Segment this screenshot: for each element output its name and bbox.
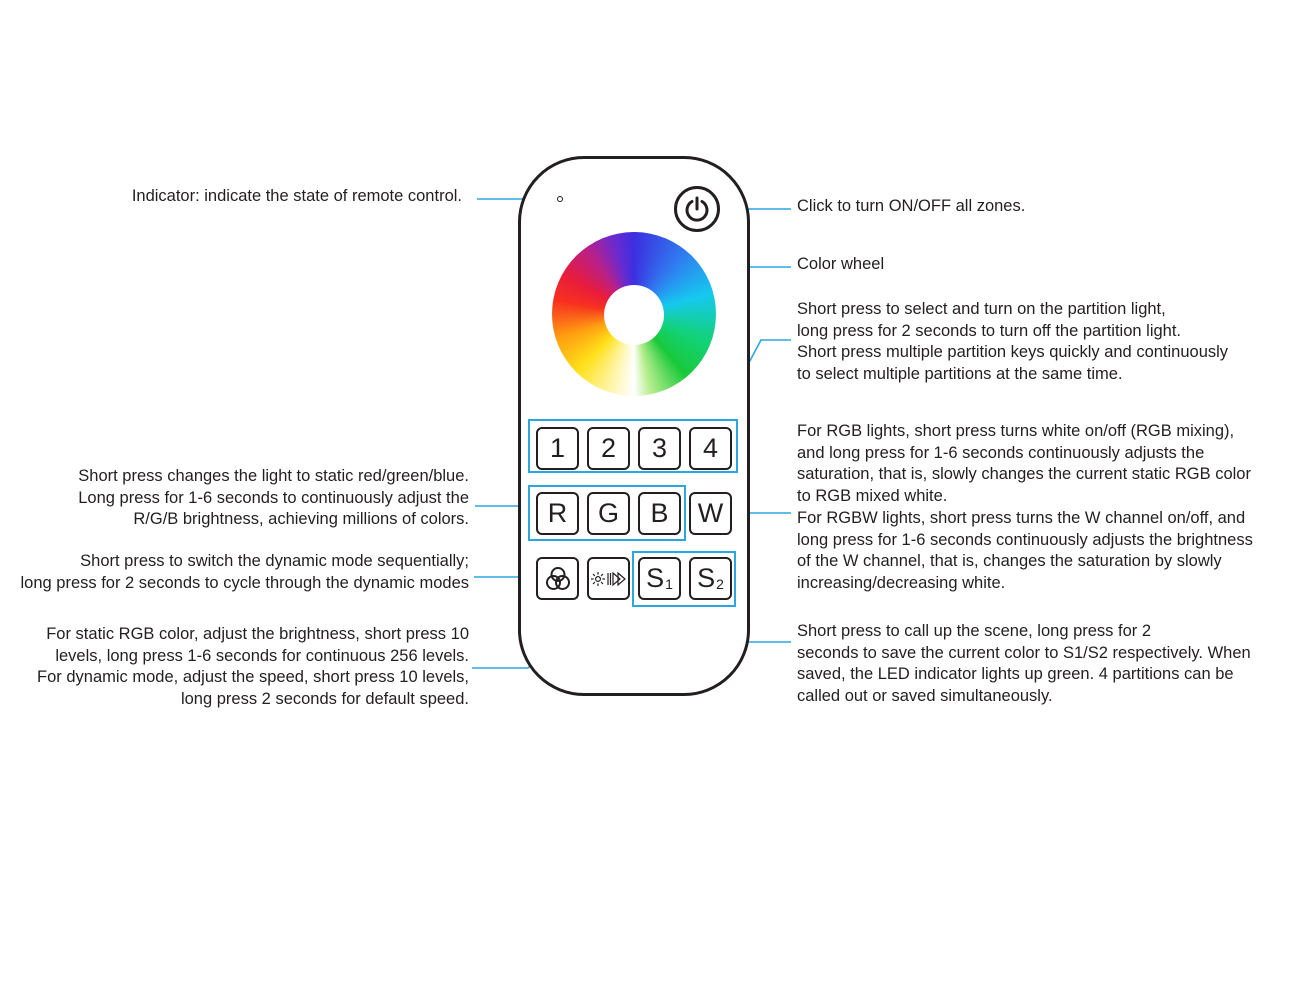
white-callout-line: to RGB mixed white. [797, 487, 948, 506]
zone-2-button[interactable]: 2 [587, 427, 630, 470]
brightness-speed-callout-line: For static RGB color, adjust the brightness, short press 10 [46, 625, 469, 643]
scene-1-label: S [646, 563, 665, 593]
green-button[interactable]: G [587, 492, 630, 535]
three-circles-icon [544, 565, 572, 593]
brightness-speed-callout-line: For dynamic mode, adjust the speed, short press 10 levels, [37, 668, 469, 687]
zone-1-button[interactable]: 1 [536, 427, 579, 470]
white-callout [797, 421, 1253, 595]
rgb-callout-line: Short press changes the light to static red/green/blue. [78, 467, 469, 485]
dynamic-callout-line: long press for 2 seconds to cycle through the dynamic modes [20, 573, 469, 592]
scene-1-subscript: 1 [665, 575, 673, 592]
scene-callout-line: seconds to save the current color to S1/S2 respectively. When [797, 643, 1251, 662]
power-callout [797, 196, 1025, 218]
brightness-speed-button[interactable] [587, 557, 630, 600]
sun-speed-icon [591, 569, 627, 589]
scene-2-subscript: 2 [716, 575, 724, 592]
white-callout-line: saturation, that is, slowly changes the current static RGB color [797, 465, 1251, 484]
dynamic-mode-button[interactable] [536, 557, 579, 600]
scene-callout [797, 621, 1251, 708]
white-button[interactable]: W [689, 492, 732, 535]
white-callout-line: of the W channel, that is, changes the saturation by slowly [797, 552, 1222, 571]
power-callout-line: Click to turn ON/OFF all zones. [797, 197, 1026, 215]
white-callout-line: long press for 1-6 seconds continuously adjusts the brightness [797, 530, 1253, 549]
color-wheel-callout [797, 254, 884, 276]
blue-button[interactable]: B [638, 492, 681, 535]
white-callout-line: For RGBW lights, short press turns the W channel on/off, and [797, 508, 1246, 527]
white-callout-line: increasing/decreasing white. [797, 573, 1006, 592]
partition-callout-line: long press for 2 seconds to turn off the partition light. [797, 321, 1182, 340]
partition-callout [797, 299, 1228, 386]
zone-4-button[interactable]: 4 [689, 427, 732, 470]
scene-1-button[interactable] [638, 557, 681, 600]
scene-callout-line: Short press to call up the scene, long press for 2 [797, 622, 1152, 640]
color-wheel-callout-line: Color wheel [797, 255, 885, 273]
brightness-speed-callout-line: long press 2 seconds for default speed. [180, 690, 469, 709]
zone-3-button[interactable]: 3 [638, 427, 681, 470]
brightness-speed-callout [37, 624, 469, 711]
scene-2-button[interactable] [689, 557, 732, 600]
scene-callout-line: called out or saved simultaneously. [797, 687, 1053, 706]
color-wheel-center [604, 285, 664, 345]
dynamic-callout [21, 551, 470, 594]
scene-2-label: S [697, 563, 716, 593]
dynamic-callout-line: Short press to switch the dynamic mode sequentially; [80, 552, 469, 570]
partition-callout-line: Short press to select and turn on the partition light, [797, 300, 1166, 318]
red-button[interactable]: R [536, 492, 579, 535]
indicator-callout [132, 186, 462, 208]
rgb-callout-line: R/G/B brightness, achieving millions of colors. [133, 510, 469, 529]
partition-callout-line: Short press multiple partition keys quickly and continuously [797, 343, 1229, 362]
white-callout-line: For RGB lights, short press turns white on/off (RGB mixing), [797, 422, 1235, 440]
indicator-callout-line: Indicator: indicate the state of remote control. [131, 187, 462, 205]
power-button[interactable] [674, 186, 720, 232]
white-callout-line: and long press for 1-6 seconds continuously adjusts the [797, 443, 1205, 462]
rgb-callout [78, 466, 469, 531]
brightness-speed-callout-line: levels, long press 1-6 seconds for continuous 256 levels. [55, 646, 469, 665]
indicator-led [557, 196, 563, 202]
partition-callout-line: to select multiple partitions at the same time. [797, 365, 1123, 384]
power-icon [684, 196, 710, 222]
rgb-callout-line: Long press for 1-6 seconds to continuously adjust the [78, 488, 469, 507]
scene-callout-line: saved, the LED indicator lights up green. 4 partitions can be [797, 665, 1234, 684]
